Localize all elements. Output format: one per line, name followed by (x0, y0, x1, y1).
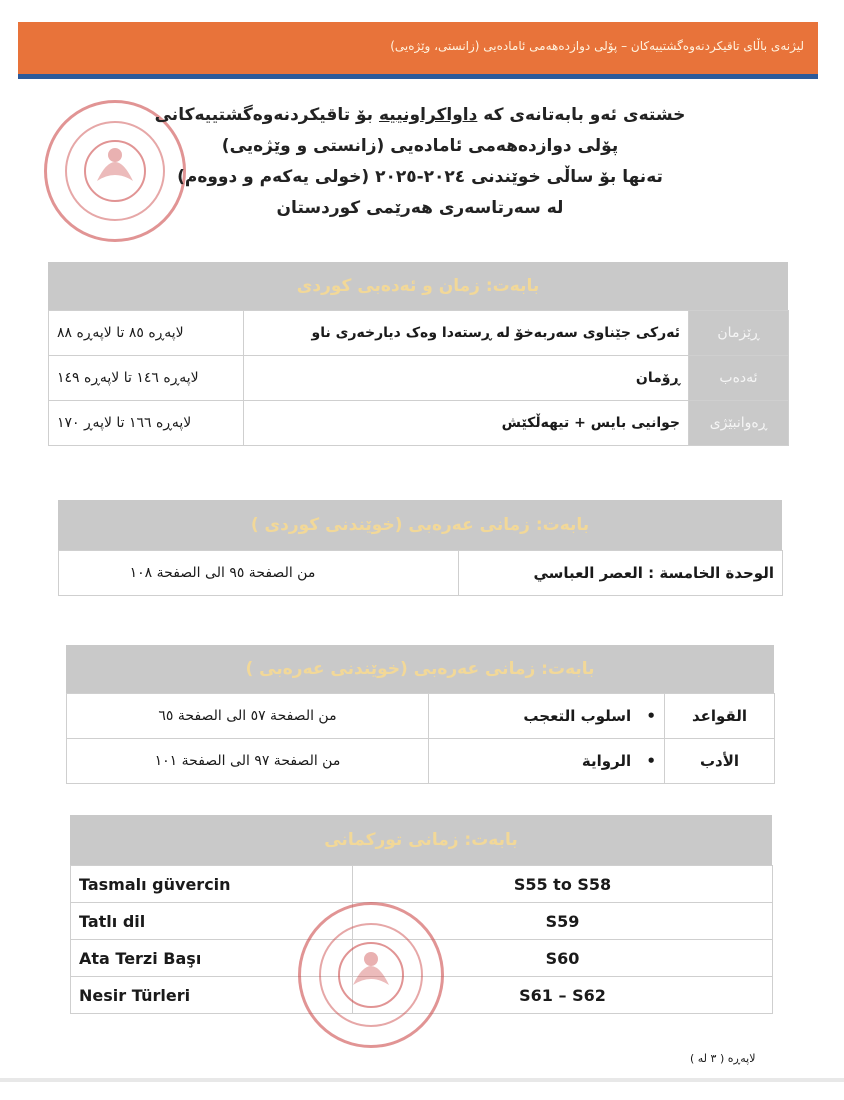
table-row (49, 401, 789, 446)
row-pages: S59 (353, 903, 773, 940)
topic-text: اسلوب التعجب (523, 707, 632, 725)
title-block (40, 100, 800, 224)
row-pages: S55 to S58 (353, 866, 773, 903)
row-pages: S60 (353, 940, 773, 977)
bullet: • (646, 752, 656, 770)
table-row (49, 311, 789, 356)
row-pages: من الصفحة ٥٧ الى الصفحة ٦٥ (67, 694, 429, 739)
row-label: ڕەوانبێژی (689, 401, 789, 446)
table-row (67, 739, 775, 784)
table-row (67, 694, 775, 739)
row-topic: Tasmalı güvercin (71, 866, 353, 903)
row-topic: جوانیی بایس + تیهەڵکێش (244, 401, 689, 446)
kurdish-section (48, 262, 788, 446)
page-number: لاپەڕە ( ٣ لە ) (690, 1052, 756, 1065)
row-topic: Ata Terzi Başı (71, 940, 353, 977)
header-text: لیژنەی باڵای تاقیکردنەوەگشتییەکان – پۆلی دوازدەهەمی ئامادەیی (زانستی، وێژەیی) (390, 39, 804, 53)
row-topic: ئەرکی جێناوی سەربەخۆ لە ڕستەدا وەک دیارخەری ناو (244, 311, 689, 356)
row-label: القواعد (665, 694, 775, 739)
row-pages: لاپەڕە ١٦٦ تا لاپەڕ ١٧٠ (49, 401, 244, 446)
bottom-divider (0, 1078, 844, 1082)
row-pages: من الصفحة ٩٥ الى الصفحة ١٠٨ (59, 551, 459, 596)
arabic-kurdish-section (58, 500, 782, 596)
turkmen-heading: بابەت: زمانی تورکمانی (70, 815, 772, 865)
arabic-arabic-table (66, 693, 775, 784)
arabic-kurdish-table (58, 550, 783, 596)
row-pages: لاپەڕە ١٤٦ تا لاپەڕە ١٤٩ (49, 356, 244, 401)
row-topic: ڕۆمان (244, 356, 689, 401)
row-topic: Nesir Türleri (71, 977, 353, 1014)
arabic-kurdish-heading: بابەت: زمانی عەرەبی (خوێندنی کوردی ) (58, 500, 782, 550)
topic-text: الرواية (581, 752, 632, 770)
arabic-arabic-heading: بابەت: زمانی عەرەبی (خوێندنی عەرەبی ) (66, 645, 774, 693)
row-pages: S61 – S62 (353, 977, 773, 1014)
row-label: ڕێزمان (689, 311, 789, 356)
row-label: ئەدەب (689, 356, 789, 401)
title-line-4: لە سەرتاسەری هەرێمی کوردستان (276, 198, 564, 218)
row-pages: لاپەڕە ٨٥ تا لاپەڕە ٨٨ (49, 311, 244, 356)
kurdish-table (48, 310, 789, 446)
seal-icon (298, 902, 444, 1048)
row-topic (429, 694, 665, 739)
bullet: • (646, 707, 656, 725)
row-topic (429, 739, 665, 784)
row-label: الأدب (665, 739, 775, 784)
header-bar (18, 22, 818, 79)
row-pages: من الصفحة ٩٧ الى الصفحة ١٠١ (67, 739, 429, 784)
row-topic: الوحدة الخامسة : العصر العباسي (459, 551, 783, 596)
table-row (59, 551, 783, 596)
title-line-1: خشتەی ئەو بابەتانەی کە داواکراونییە بۆ تاقیکردنەوەگشتییەکانی (154, 105, 686, 125)
row-topic: Tatlı dil (71, 903, 353, 940)
table-row (71, 866, 773, 903)
arabic-arabic-section (66, 645, 774, 784)
table-row (49, 356, 789, 401)
title-line-2: پۆلی دوازدەهەمی ئامادەیی (زانستی و وێژەیی) (221, 136, 619, 156)
title-line-3: تەنها بۆ ساڵی خوێندنی ٢٠٢٤-٢٠٢٥ (خولی یەکەم و دووەم) (177, 167, 663, 187)
kurdish-heading: بابەت: زمان و ئەدەبی کوردی (48, 262, 788, 310)
